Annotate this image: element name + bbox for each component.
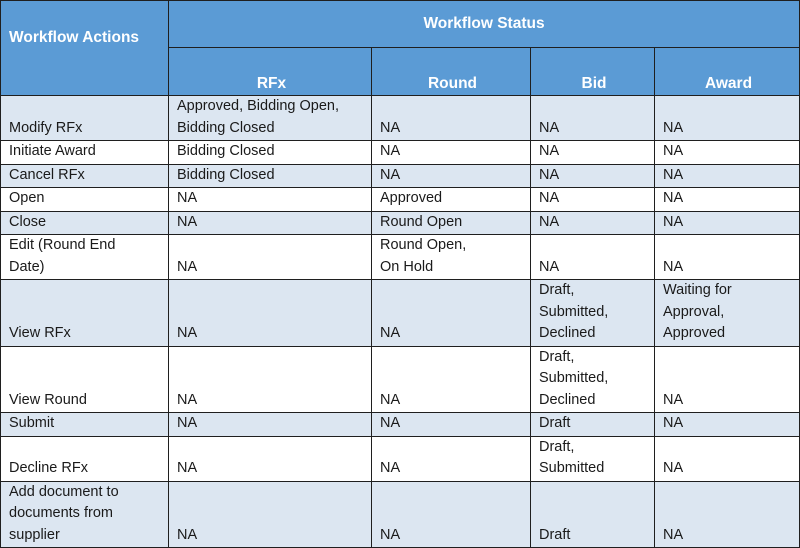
round-status-cell [372,188,531,212]
round-status-cell [372,164,531,188]
cell-line: Bidding Closed [177,119,275,136]
rfx-status-cell [169,164,372,188]
rfx-status-cell [169,188,372,212]
rfx-column-header: RFx [169,48,372,96]
cell-line: Open [9,190,45,206]
workflow-action-cell [1,164,169,188]
workflow-action-cell [1,96,169,141]
workflow-action-cell [1,211,169,235]
bid-status-cell [531,481,655,548]
cell-line: View RFx [9,325,71,341]
cell-line: Date) [9,258,45,275]
table-row [1,188,800,212]
bid-status-cell [531,413,655,437]
cell-line: Draft, [539,282,575,298]
cell-line: NA [177,415,198,431]
cell-line: NA [380,325,401,341]
workflow-action-cell [1,481,169,548]
table-body [1,96,800,548]
table-row [1,235,800,280]
cell-line: NA [663,143,684,159]
cell-line: Declined [539,391,596,408]
award-status-cell [655,481,800,548]
workflow-action-cell [1,436,169,481]
award-status-cell [655,164,800,188]
workflow-action-cell [1,413,169,437]
cell-line: Submitted [539,460,605,476]
rfx-status-cell [169,141,372,165]
award-status-cell [655,413,800,437]
bid-status-cell [531,188,655,212]
table-row [1,164,800,188]
cell-line: Draft [539,415,571,431]
cell-line: Bidding Closed [177,166,275,183]
bid-status-cell [531,346,655,413]
cell-line: NA [663,415,684,431]
cell-line: NA [380,415,401,431]
cell-line: Edit (Round End [9,237,116,253]
table-row [1,96,800,141]
cell-line: Waiting for [663,282,732,298]
table-row [1,346,800,413]
workflow-action-cell [1,235,169,280]
award-status-cell [655,211,800,235]
round-status-cell [372,280,531,347]
cell-line: Approval, [663,303,725,320]
cell-line: Close [9,213,47,230]
cell-line: Add document to [9,483,119,500]
cell-line: View Round [9,391,87,408]
round-status-cell [372,481,531,548]
rfx-status-cell [169,235,372,280]
cell-line: NA [380,166,401,183]
cell-line: NA [177,190,198,206]
bid-status-cell [531,280,655,347]
award-status-cell [655,280,800,347]
cell-line: NA [177,460,198,476]
round-status-cell [372,346,531,413]
award-status-cell [655,235,800,280]
cell-line: NA [663,391,684,408]
cell-line: documents from [9,505,113,521]
bid-status-cell [531,211,655,235]
cell-line: NA [663,526,684,543]
cell-line: NA [539,190,560,206]
workflow-action-cell [1,188,169,212]
round-status-cell [372,235,531,280]
award-column-header: Award [655,48,800,96]
cell-line: Initiate Award [9,143,96,159]
award-status-cell [655,436,800,481]
cell-line: NA [539,143,560,159]
cell-line: NA [177,325,198,341]
cell-line: NA [663,119,684,136]
bid-status-cell [531,436,655,481]
cell-line: Bidding Closed [177,143,275,159]
cell-line: Round Open [380,213,463,230]
cell-line: Approved [380,190,443,206]
bid-status-cell [531,96,655,141]
round-status-cell [372,413,531,437]
cell-line: NA [539,213,560,230]
table-header [1,1,800,96]
workflow-action-cell [1,346,169,413]
bid-status-cell [531,141,655,165]
rfx-status-cell [169,481,372,548]
award-status-cell [655,188,800,212]
bid-column-header: Bid [531,48,655,96]
cell-line: NA [663,258,684,275]
rfx-status-cell [169,346,372,413]
bid-status-cell [531,164,655,188]
table-row [1,481,800,548]
cell-line: NA [539,258,560,275]
cell-line: Decline RFx [9,460,88,476]
cell-line: On Hold [380,258,434,275]
round-status-cell [372,96,531,141]
cell-line: Submitted, [539,303,609,320]
cell-line: NA [380,391,401,408]
cell-line: NA [380,526,401,543]
cell-line: supplier [9,526,60,543]
cell-line: Cancel RFx [9,166,85,183]
workflow-action-cell [1,280,169,347]
cell-line: Declined [539,325,596,341]
cell-line: NA [380,460,401,476]
table-row [1,436,800,481]
award-status-cell [655,141,800,165]
table-row [1,141,800,165]
cell-line: Approved, Bidding Open, [177,98,340,114]
round-status-cell [372,211,531,235]
award-status-cell [655,346,800,413]
cell-line: Approved [663,325,726,341]
cell-line: NA [380,143,401,159]
cell-line: NA [177,213,198,230]
cell-line: NA [177,526,198,543]
cell-line: NA [663,166,684,183]
award-status-cell [655,96,800,141]
rfx-status-cell [169,436,372,481]
cell-line: NA [177,391,198,408]
cell-line: NA [663,190,684,206]
cell-line: Draft, [539,348,575,365]
workflow-actions-header: Workflow Actions [1,1,169,96]
workflow-status-header: Workflow Status [169,1,800,48]
workflow-action-cell [1,141,169,165]
cell-line: NA [177,258,198,275]
cell-line: NA [663,213,684,230]
bid-status-cell [531,235,655,280]
cell-line: Draft [539,526,571,543]
cell-line: NA [539,166,560,183]
cell-line: Draft, [539,438,575,455]
table-row [1,413,800,437]
cell-line: Round Open, [380,237,467,253]
rfx-status-cell [169,413,372,437]
round-column-header: Round [372,48,531,96]
rfx-status-cell [169,96,372,141]
table-row [1,211,800,235]
cell-line: NA [380,119,401,136]
header-row-top [1,1,800,48]
round-status-cell [372,436,531,481]
cell-line: Submitted, [539,370,609,386]
rfx-status-cell [169,280,372,347]
round-status-cell [372,141,531,165]
cell-line: NA [539,119,560,136]
cell-line: Modify RFx [9,119,83,136]
rfx-status-cell [169,211,372,235]
cell-line: Submit [9,415,55,431]
cell-line: NA [663,460,684,476]
table-row [1,280,800,347]
